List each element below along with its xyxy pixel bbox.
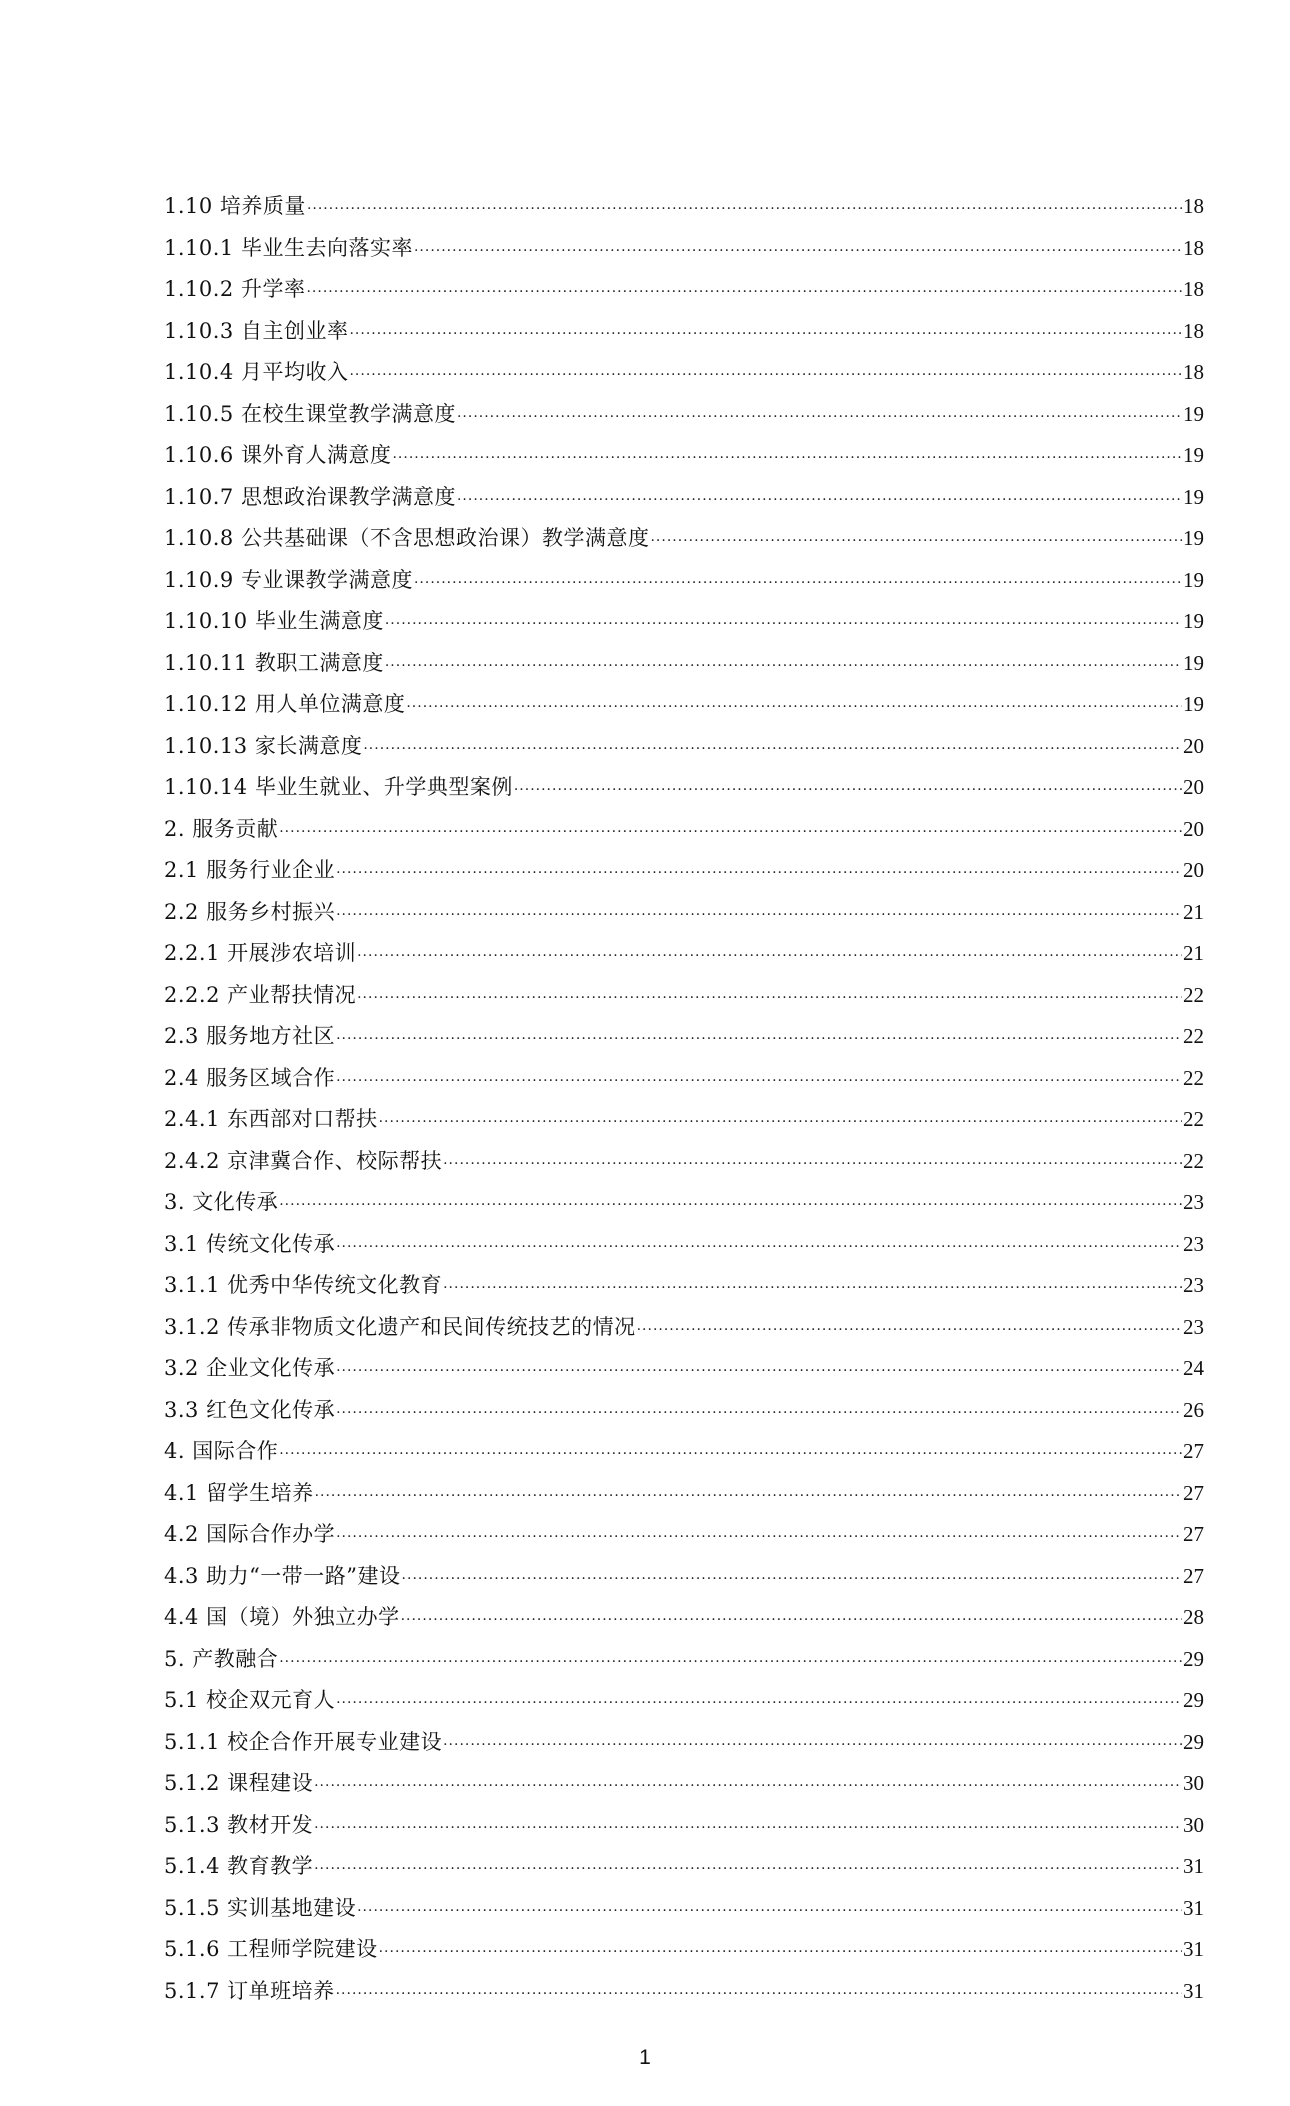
toc-dot-leader <box>443 1144 1182 1186</box>
toc-entry-page: 31 <box>1183 1937 1204 1961</box>
toc-dot-leader <box>514 770 1182 812</box>
toc-entry-title: 1.10.10 毕业生满意度 <box>164 609 384 633</box>
toc-entry-page: 21 <box>1183 899 1204 924</box>
toc-entry-page: 18 <box>1183 277 1204 301</box>
toc-entry-page: 19 <box>1183 526 1204 550</box>
toc-entry-page: 29 <box>1183 1729 1204 1754</box>
toc-entry-title: 5.1.3 教材开发 <box>164 1812 314 1837</box>
toc-entry-page: 18 <box>1183 235 1204 260</box>
toc-entry-title: 3. 文化传承 <box>164 1190 279 1214</box>
toc-dot-leader <box>457 397 1182 439</box>
toc-dot-leader <box>401 1600 1182 1642</box>
toc-dot-leader <box>443 1725 1182 1767</box>
page-number: 1 <box>639 2046 651 2069</box>
toc-entry-page: 23 <box>1183 1231 1204 1256</box>
toc-dot-leader <box>443 1268 1182 1310</box>
toc-entry-title: 2.4.2 京津冀合作、校际帮扶 <box>164 1148 443 1173</box>
toc-entry-page: 23 <box>1183 1190 1204 1214</box>
toc-entry-page: 22 <box>1183 1024 1204 1048</box>
toc-entry-title: 1.10.7 思想政治课教学满意度 <box>164 484 456 509</box>
toc-entry[interactable] <box>164 933 1204 975</box>
toc-entry-page: 23 <box>1183 1314 1204 1339</box>
toc-dot-leader <box>402 1559 1182 1601</box>
toc-entry[interactable] <box>164 892 1204 934</box>
toc-dot-leader <box>279 812 1182 854</box>
toc-entry-title: 1.10 培养质量 <box>164 194 306 218</box>
toc-entry-title: 2.2.1 开展涉农培训 <box>164 941 357 965</box>
toc-entry-title: 1.10.11 教职工满意度 <box>164 650 384 675</box>
toc-dot-leader <box>336 1227 1182 1269</box>
toc-entry[interactable] <box>164 228 1204 270</box>
toc-entry-title: 2.2 服务乡村振兴 <box>164 899 336 924</box>
toc-entry[interactable] <box>164 1722 1204 1764</box>
toc-entry[interactable] <box>164 1348 1204 1390</box>
toc-entry[interactable] <box>164 435 1204 477</box>
toc-entry-page: 19 <box>1183 609 1204 633</box>
toc-entry[interactable] <box>164 1224 1204 1266</box>
toc-entry-title: 1.10.4 月平均收入 <box>164 360 349 384</box>
toc-entry[interactable] <box>164 1639 1204 1681</box>
toc-entry-page: 27 <box>1183 1563 1204 1588</box>
toc-entry-page: 20 <box>1183 858 1204 882</box>
toc-entry[interactable] <box>164 1431 1204 1473</box>
toc-entry-title: 5. 产教融合 <box>164 1646 279 1671</box>
toc-entry[interactable] <box>164 1182 1204 1224</box>
toc-dot-leader <box>279 1185 1182 1227</box>
toc-entry-page: 19 <box>1183 484 1204 509</box>
toc-entry-page: 22 <box>1183 1065 1204 1090</box>
toc-dot-leader <box>363 729 1182 771</box>
toc-entry-title: 4. 国际合作 <box>164 1439 279 1463</box>
toc-entry-title: 3.2 企业文化传承 <box>164 1356 336 1380</box>
toc-entry[interactable] <box>164 1514 1204 1556</box>
toc-entry-page: 28 <box>1183 1605 1204 1629</box>
toc-dot-leader <box>349 355 1182 397</box>
toc-entry-title: 5.1.1 校企合作开展专业建设 <box>164 1729 443 1754</box>
toc-entry-title: 2.1 服务行业企业 <box>164 858 336 882</box>
toc-entry-page: 31 <box>1183 1854 1204 1878</box>
toc-dot-leader <box>357 936 1182 978</box>
toc-entry-title: 5.1 校企双元育人 <box>164 1688 336 1712</box>
toc-entry-page: 19 <box>1183 443 1204 467</box>
toc-entry[interactable] <box>164 1888 1204 1930</box>
toc-entry[interactable] <box>164 1763 1204 1805</box>
toc-dot-leader <box>306 272 1182 314</box>
toc-entry-page: 31 <box>1183 1978 1204 2003</box>
toc-dot-leader <box>336 853 1182 895</box>
toc-entry-page: 22 <box>1183 1148 1204 1173</box>
toc-dot-leader <box>406 687 1182 729</box>
toc-entry-title: 2.4.1 东西部对口帮扶 <box>164 1107 378 1131</box>
toc-entry-title: 5.1.2 课程建设 <box>164 1771 314 1795</box>
toc-entry[interactable] <box>164 311 1204 353</box>
toc-entry[interactable] <box>164 975 1204 1017</box>
toc-entry-title: 2. 服务贡献 <box>164 816 279 841</box>
toc-dot-leader <box>379 1102 1182 1144</box>
toc-entry-page: 18 <box>1183 318 1204 343</box>
toc-dot-leader <box>349 314 1182 356</box>
toc-dot-leader <box>357 1891 1182 1933</box>
toc-entry[interactable] <box>164 186 1204 228</box>
toc-entry-page: 21 <box>1183 941 1204 965</box>
toc-entry-page: 29 <box>1183 1646 1204 1671</box>
toc-entry[interactable] <box>164 1805 1204 1847</box>
toc-entry-title: 1.10.8 公共基础课（不含思想政治课）教学满意度 <box>164 526 650 550</box>
toc-dot-leader <box>336 895 1182 937</box>
toc-dot-leader <box>336 1683 1182 1725</box>
toc-entry-title: 1.10.3 自主创业率 <box>164 318 349 343</box>
toc-entry-page: 29 <box>1183 1688 1204 1712</box>
toc-entry[interactable] <box>164 643 1204 685</box>
toc-entry[interactable] <box>164 601 1204 643</box>
toc-entry-title: 1.10.13 家长满意度 <box>164 733 363 758</box>
toc-entry-page: 18 <box>1183 360 1204 384</box>
toc-entry-title: 4.3 助力“一带一路”建设 <box>164 1563 401 1588</box>
toc-entry-page: 27 <box>1183 1522 1204 1546</box>
toc-entry[interactable] <box>164 809 1204 851</box>
toc-entry[interactable] <box>164 1058 1204 1100</box>
toc-entry-page: 27 <box>1183 1480 1204 1505</box>
toc-dot-leader <box>357 978 1182 1020</box>
toc-entry-title: 2.4 服务区域合作 <box>164 1065 336 1090</box>
toc-entry[interactable] <box>164 726 1204 768</box>
toc-entry[interactable] <box>164 1390 1204 1432</box>
toc-entry[interactable] <box>164 560 1204 602</box>
toc-dot-leader <box>279 1642 1182 1684</box>
toc-dot-leader <box>385 604 1182 646</box>
toc-dot-leader <box>336 1974 1182 2016</box>
toc-entry-title: 1.10.5 在校生课堂教学满意度 <box>164 401 456 426</box>
toc-entry-title: 1.10.1 毕业生去向落实率 <box>164 235 413 260</box>
toc-entry-page: 30 <box>1183 1812 1204 1837</box>
toc-entry[interactable] <box>164 850 1204 892</box>
toc-dot-leader <box>315 1476 1182 1518</box>
toc-entry-page: 19 <box>1183 692 1204 716</box>
toc-entry-page: 31 <box>1183 1895 1204 1920</box>
toc-entry[interactable] <box>164 1971 1204 2013</box>
toc-dot-leader <box>336 1517 1182 1559</box>
toc-entry-page: 20 <box>1183 816 1204 841</box>
toc-entry[interactable] <box>164 352 1204 394</box>
toc-dot-leader <box>650 521 1182 563</box>
toc-entry-title: 4.4 国（境）外独立办学 <box>164 1605 400 1629</box>
toc-dot-leader <box>336 1061 1182 1103</box>
toc-entry-title: 2.3 服务地方社区 <box>164 1024 336 1048</box>
toc-entry[interactable] <box>164 1141 1204 1183</box>
toc-entry-page: 30 <box>1183 1771 1204 1795</box>
toc-entry-page: 20 <box>1183 775 1204 799</box>
toc-entry-title: 5.1.7 订单班培养 <box>164 1978 335 2003</box>
toc-entry-page: 22 <box>1183 1107 1204 1131</box>
toc-entry-page: 23 <box>1183 1273 1204 1297</box>
toc-entry-title: 5.1.6 工程师学院建设 <box>164 1937 378 1961</box>
toc-dot-leader <box>414 231 1182 273</box>
toc-entry-page: 26 <box>1183 1397 1204 1422</box>
toc-entry-page: 19 <box>1183 650 1204 675</box>
toc-dot-leader <box>379 1932 1182 1974</box>
toc-entry[interactable] <box>164 518 1204 560</box>
toc-entry[interactable] <box>164 477 1204 519</box>
toc-entry[interactable] <box>164 1556 1204 1598</box>
toc-dot-leader <box>392 438 1182 480</box>
table-of-contents <box>164 186 1204 2012</box>
toc-entry[interactable] <box>164 1099 1204 1141</box>
toc-entry-page: 19 <box>1183 401 1204 426</box>
toc-entry-title: 3.1 传统文化传承 <box>164 1231 336 1256</box>
toc-entry[interactable] <box>164 684 1204 726</box>
toc-entry[interactable] <box>164 1597 1204 1639</box>
toc-entry[interactable] <box>164 1473 1204 1515</box>
toc-entry[interactable] <box>164 1929 1204 1971</box>
toc-entry[interactable] <box>164 1016 1204 1058</box>
toc-entry-title: 1.10.9 专业课教学满意度 <box>164 567 413 592</box>
toc-dot-leader <box>314 1849 1182 1891</box>
toc-entry-page: 27 <box>1183 1439 1204 1463</box>
toc-dot-leader <box>314 1808 1182 1850</box>
toc-dot-leader <box>336 1393 1182 1435</box>
toc-dot-leader <box>336 1019 1182 1061</box>
toc-entry-title: 5.1.5 实训基地建设 <box>164 1895 357 1920</box>
toc-entry[interactable] <box>164 1307 1204 1349</box>
toc-entry-title: 4.2 国际合作办学 <box>164 1522 336 1546</box>
toc-entry-page: 22 <box>1183 982 1204 1007</box>
toc-entry-title: 4.1 留学生培养 <box>164 1480 314 1505</box>
toc-entry[interactable] <box>164 1846 1204 1888</box>
toc-entry-title: 5.1.4 教育教学 <box>164 1854 314 1878</box>
toc-dot-leader <box>336 1351 1182 1393</box>
toc-entry[interactable] <box>164 767 1204 809</box>
toc-entry-title: 2.2.2 产业帮扶情况 <box>164 982 357 1007</box>
toc-dot-leader <box>414 563 1182 605</box>
toc-entry[interactable] <box>164 269 1204 311</box>
toc-dot-leader <box>314 1766 1182 1808</box>
toc-entry-title: 1.10.14 毕业生就业、升学典型案例 <box>164 775 513 799</box>
toc-dot-leader <box>307 189 1182 231</box>
toc-dot-leader <box>457 480 1182 522</box>
toc-entry[interactable] <box>164 394 1204 436</box>
toc-entry[interactable] <box>164 1680 1204 1722</box>
toc-entry-page: 20 <box>1183 733 1204 758</box>
toc-dot-leader <box>637 1310 1182 1352</box>
toc-entry-page: 24 <box>1183 1356 1204 1380</box>
toc-dot-leader <box>385 646 1182 688</box>
toc-dot-leader <box>279 1434 1182 1476</box>
toc-entry-title: 3.3 红色文化传承 <box>164 1397 336 1422</box>
toc-entry-page: 19 <box>1183 567 1204 592</box>
toc-entry-title: 3.1.1 优秀中华传统文化教育 <box>164 1273 443 1297</box>
toc-entry-title: 1.10.6 课外育人满意度 <box>164 443 392 467</box>
toc-entry-title: 1.10.2 升学率 <box>164 277 306 301</box>
toc-entry-title: 1.10.12 用人单位满意度 <box>164 692 406 716</box>
toc-entry-page: 18 <box>1183 194 1204 218</box>
toc-entry[interactable] <box>164 1265 1204 1307</box>
toc-entry-title: 3.1.2 传承非物质文化遗产和民间传统技艺的情况 <box>164 1314 636 1339</box>
